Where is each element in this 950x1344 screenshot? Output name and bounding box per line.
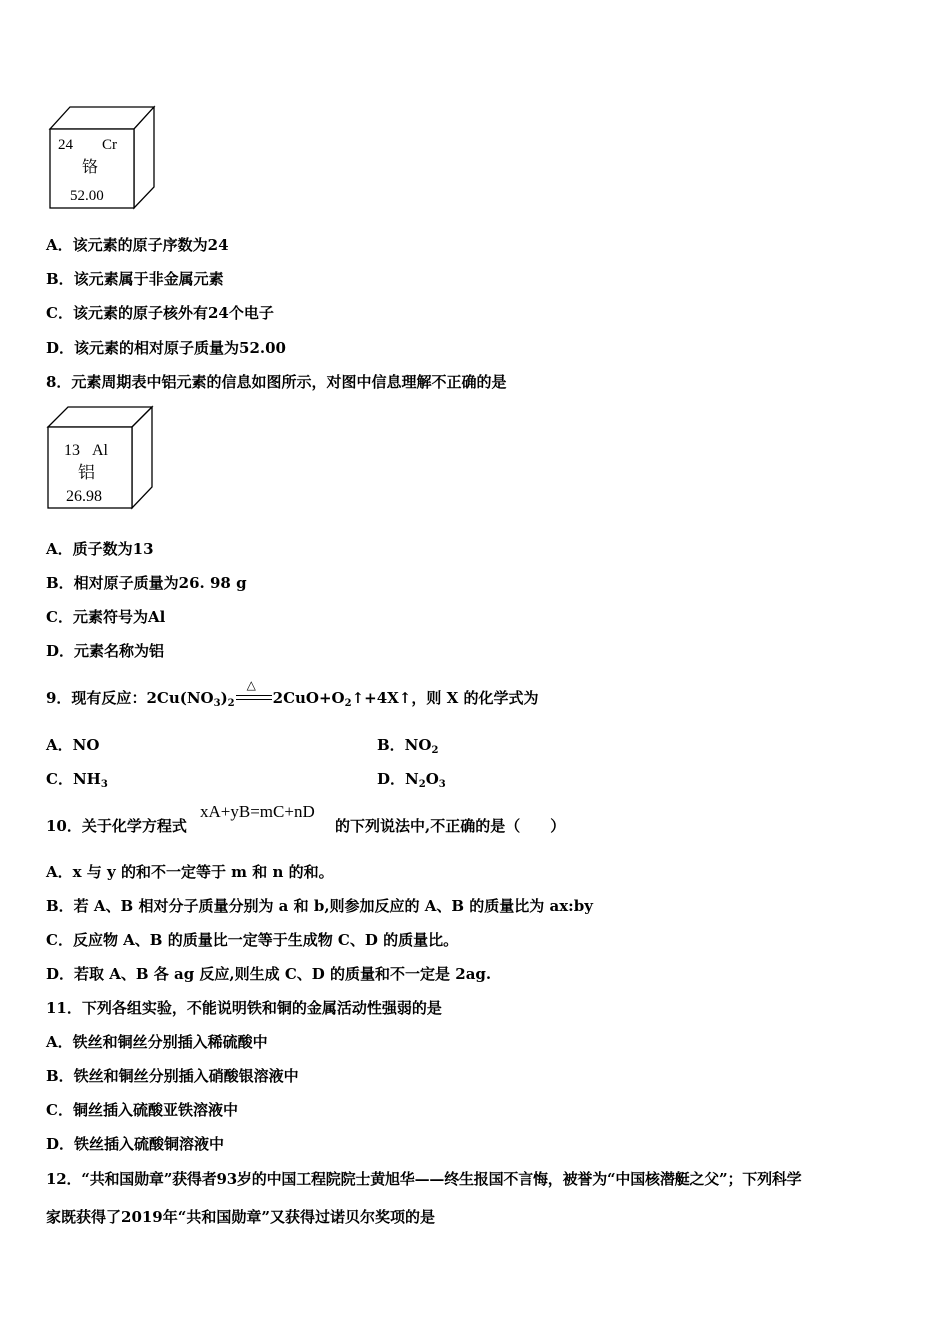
al-atomic-mass: 26.98 [66,488,102,505]
chromium-element-card [48,105,158,215]
al-name: 铝 [78,463,95,482]
q7-option-d: D．该元素的相对原子质量为52.00 [46,339,286,357]
q8-stem: 8．元素周期表中铝元素的信息如图所示，对图中信息理解不正确的是 [46,373,507,391]
q11-option-d: D．铁丝插入硫酸铜溶液中 [46,1135,225,1153]
q8-option-d: D．元素名称为铝 [46,642,165,660]
q10-prefix: 10．关于化学方程式 [46,817,187,835]
q11-stem: 11．下列各组实验，不能说明铁和铜的金属活动性强弱的是 [46,999,442,1017]
q9-sub2: 2 [227,698,235,709]
q8-option-c: C．元素符号为Al [46,608,166,626]
cr-name: 铬 [82,159,99,176]
cr-symbol: Cr [102,137,117,153]
q9-heat-arrow [235,678,273,708]
al-atomic-number: 13 [64,442,80,459]
cr-atomic-mass: 52.00 [70,188,104,204]
q9-suffix: ↑+4X↑，则 X 的化学式为 [351,689,539,707]
q7-option-b: B．该元素属于非金属元素 [46,270,224,288]
aluminium-element-card [46,405,156,515]
q11-option-b: B．铁丝和铜丝分别插入硝酸银溶液中 [46,1067,299,1085]
q9-stem [46,678,539,709]
q10-equation: xA+yB=mC+nD [200,802,315,821]
q10-suffix: 的下列说法中,不正确的是（ ） [335,817,566,835]
al-symbol: Al [92,442,108,459]
q7-option-c: C．该元素的原子核外有24个电子 [46,304,274,322]
q9-prefix: 9．现有反应：2Cu(NO [46,689,214,707]
q9-option-b: B．$NO_2$ [377,736,439,756]
q11-option-a: A．铁丝和铜丝分别插入稀硫酸中 [46,1033,268,1051]
q9-option-c: C．$NH_3$ [46,770,108,790]
q9-sub1: 3 [213,698,221,709]
q10-option-a: A．x 与 y 的和不一定等于 m 和 n 的和。 [46,863,334,881]
q12-stem-line1: 12．“共和国勋章”获得者93岁的中国工程院院士黄旭华——终生报国不言悔，被誉为“中国核潜艇之父”；下列科学 [46,1170,802,1188]
q10-option-c: C．反应物 A、B 的质量比一定等于生成物 C、D 的质量比。 [46,931,459,949]
q10-option-b: B．若 A、B 相对分子质量分别为 a 和 b,则参加反应的 A、B 的质量比为 ax:by [46,897,593,915]
q9-mid1: ) [220,689,228,707]
heat-condition-icon: △ [246,678,256,692]
cr-atomic-number: 24 [58,137,73,153]
q8-option-a: A．质子数为13 [46,540,154,558]
q8-option-b: B．相对原子质量为26. 98 g [46,574,247,592]
q9-product1: 2CuO+O [272,689,345,707]
q7-option-a: A．该元素的原子序数为24 [46,236,229,254]
q12-stem-line2: 家既获得了2019年“共和国勋章”又获得过诺贝尔奖项的是 [46,1208,436,1226]
q11-option-c: C．铜丝插入硫酸亚铁溶液中 [46,1101,238,1119]
q9-sub3: 2 [344,698,352,709]
q9-option-d: D．$N_2O_3$ [377,770,446,790]
q10-option-d: D．若取 A、B 各 ag 反应,则生成 C、D 的质量和不一定是 2ag. [46,965,492,983]
q9-option-a: A．NO [46,736,100,754]
